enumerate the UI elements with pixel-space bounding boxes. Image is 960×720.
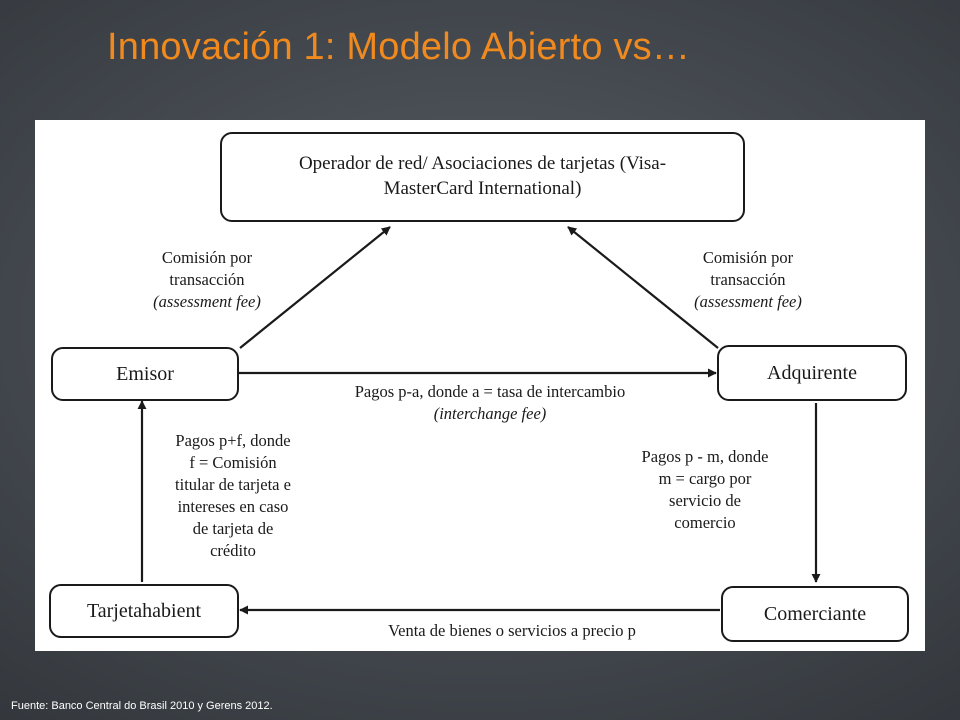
label-interchange: Pagos p-a, donde a = tasa de intercambio (interchange fee) <box>354 382 626 423</box>
diagram-panel <box>35 120 925 651</box>
node-emisor-label: Emisor <box>116 363 174 385</box>
node-adquirente <box>717 345 907 401</box>
source-note: Fuente: Banco Central do Brasil 2010 y Gerens 2012. <box>11 700 273 712</box>
label-fee-right: Comisión por transacción (assessment fee) <box>694 248 802 311</box>
slide-title: Innovación 1: Modelo Abierto vs… <box>107 26 691 68</box>
node-adquirente-label: Adquirente <box>767 362 857 384</box>
node-tarjetahabiente-label: Tarjetahabient <box>86 600 202 622</box>
node-comerciante-label: Comerciante <box>763 603 867 625</box>
node-comerciante <box>721 586 909 642</box>
label-fee-left: Comisión por transacción (assessment fee) <box>153 248 261 311</box>
label-cardholder-payment: Pagos p+f, donde f = Comisión titular de tarjeta e intereses en caso de tarjeta de crédito <box>175 431 291 560</box>
node-operador <box>220 132 745 222</box>
node-operador-line1: Operador de red/ Asociaciones de tarjetas (Visa- <box>298 153 667 175</box>
node-emisor <box>51 347 239 401</box>
label-sale: Venta de bienes o servicios a precio p <box>388 621 636 640</box>
node-tarjetahabiente <box>49 584 239 638</box>
node-operador-line2: MasterCard International) <box>383 178 582 199</box>
label-merchant-payment: Pagos p - m, donde m = cargo por servicio de comercio <box>641 447 769 532</box>
